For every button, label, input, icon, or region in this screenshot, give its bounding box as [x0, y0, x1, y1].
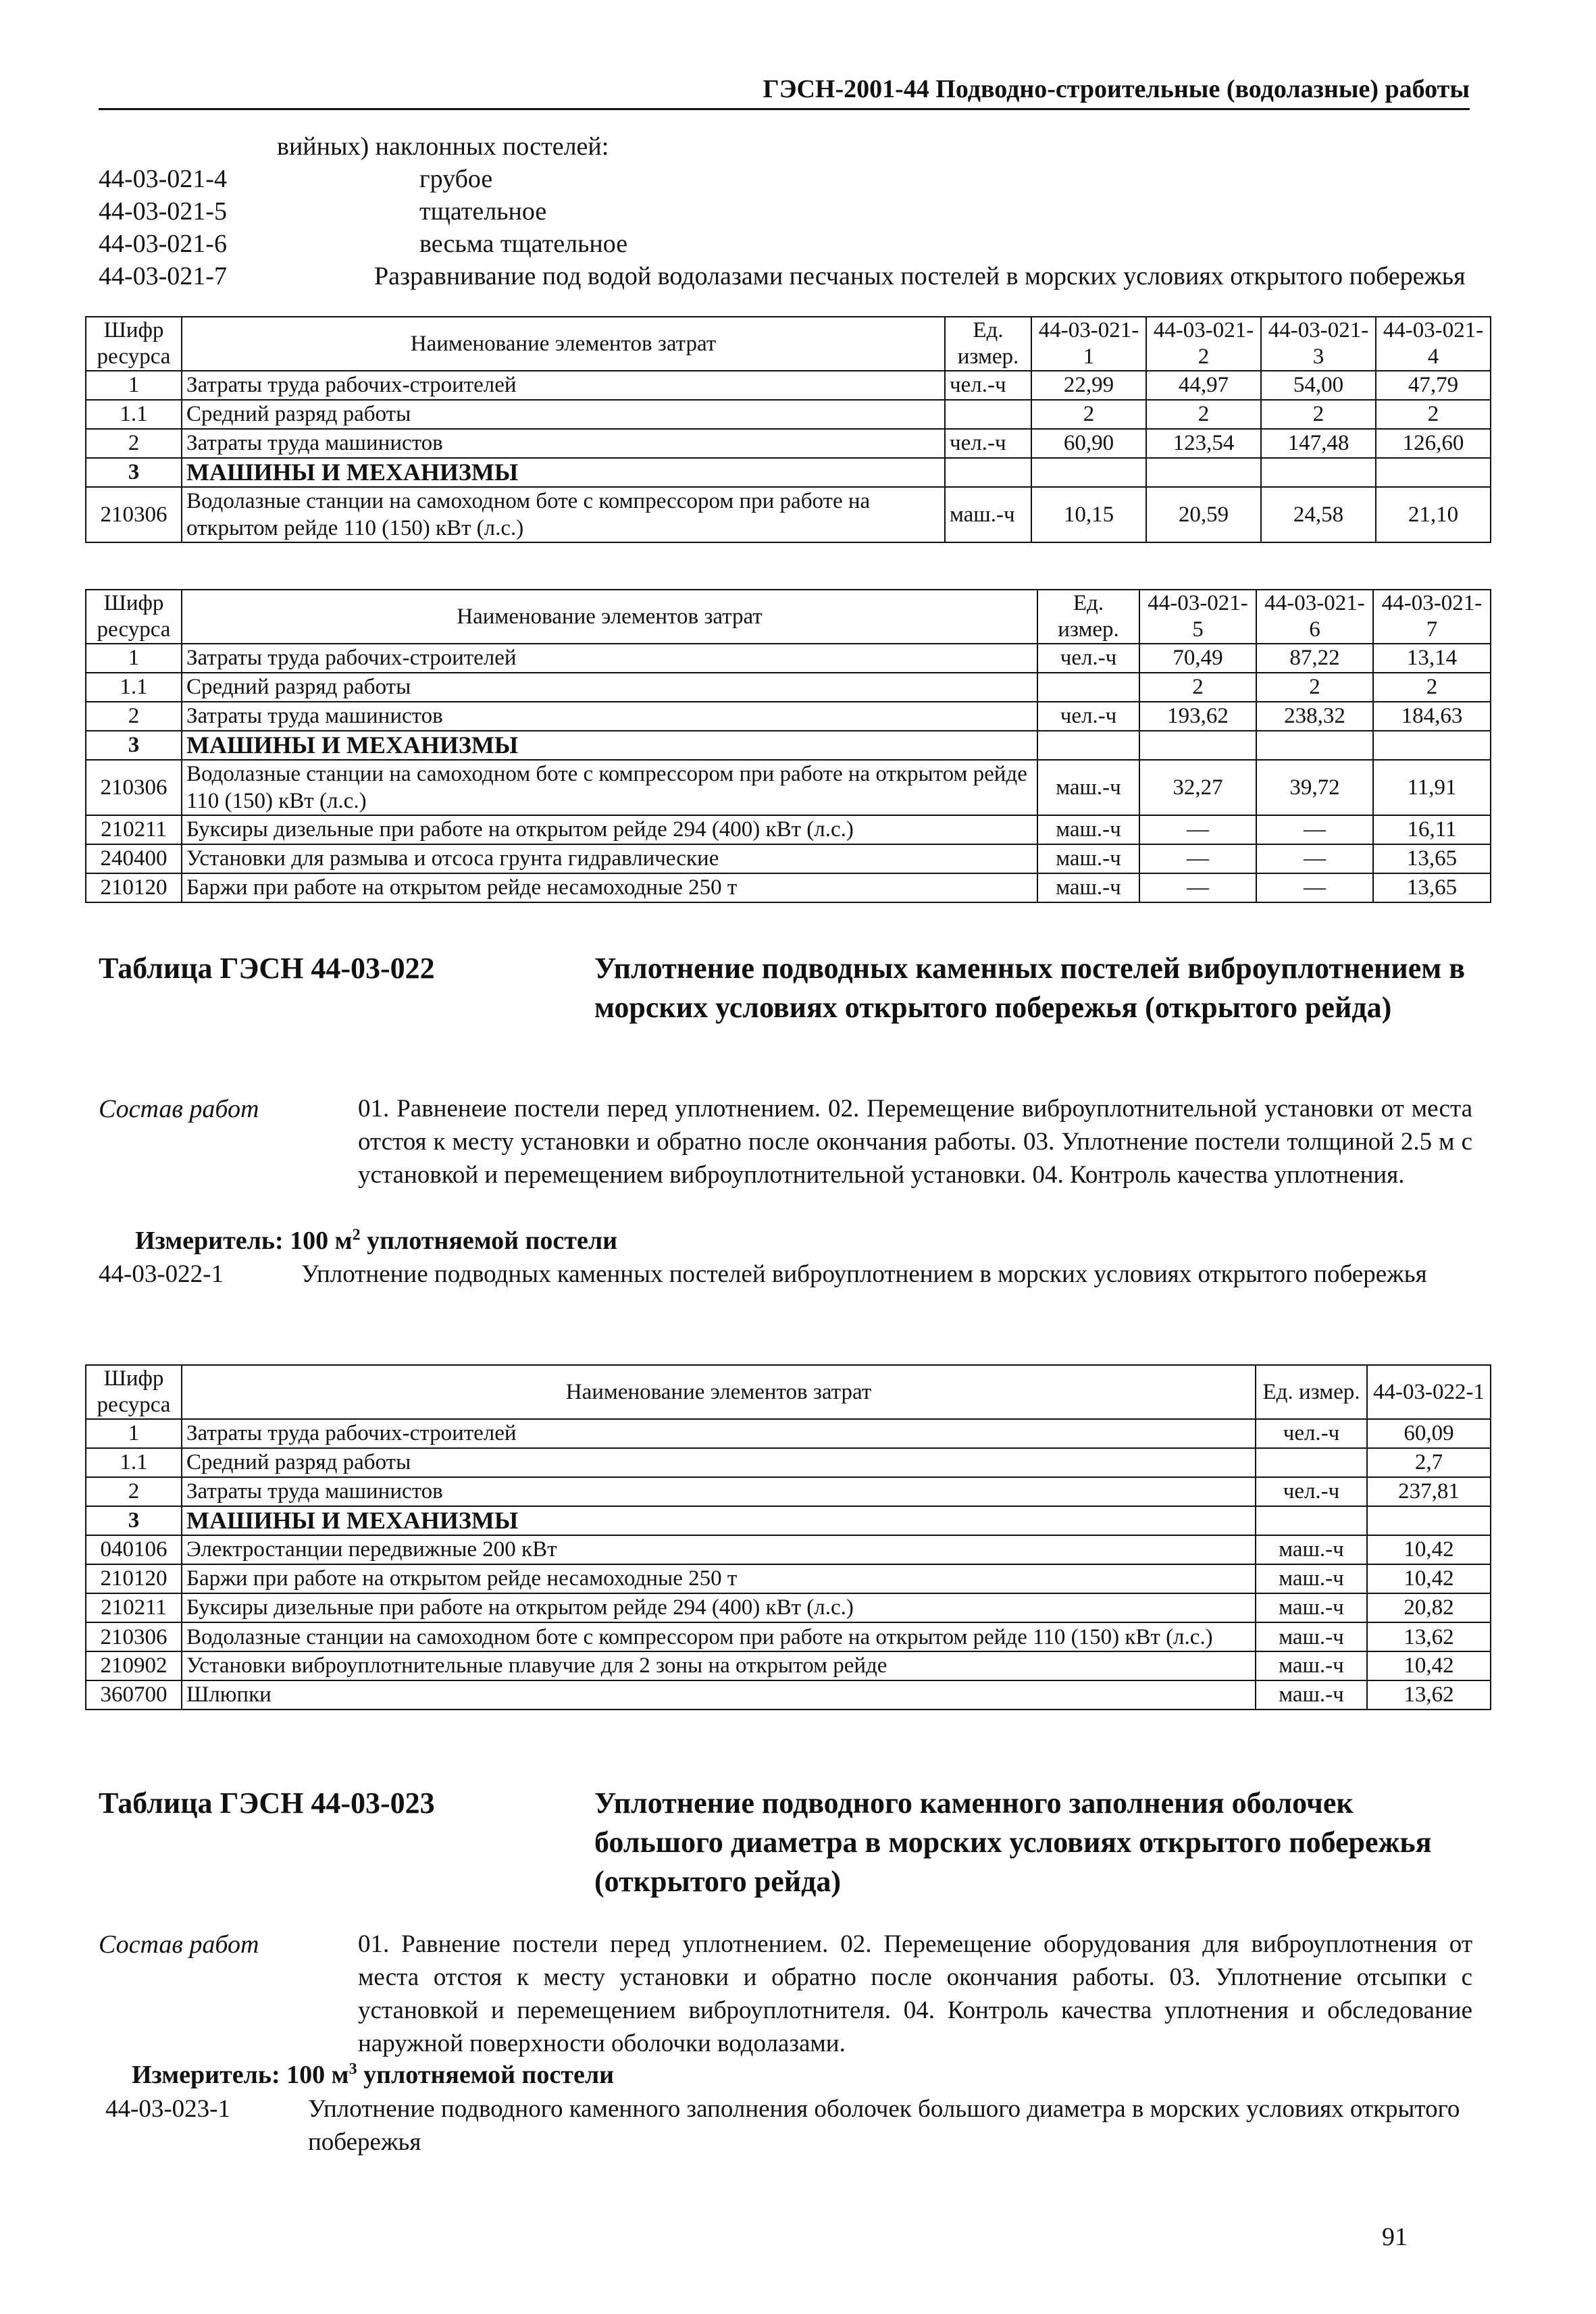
- cell-code: 2: [86, 1477, 182, 1506]
- cell-code: 240400: [86, 844, 182, 873]
- header-norm: 44-03-021-7: [1373, 590, 1491, 644]
- cell-code: 360700: [86, 1680, 182, 1709]
- cell-name: Затраты труда рабочих-строителей: [182, 1419, 1256, 1448]
- cell-value: 147,48: [1261, 429, 1376, 458]
- norm-item-text: Уплотнение подводных каменных постелей виброуплотнением в морских условиях открытого побережья: [301, 1260, 1427, 1288]
- cell-code: 1.1: [86, 400, 182, 429]
- cell-value: 70,49: [1139, 644, 1256, 673]
- table-title-023: Таблица ГЭСН 44-03-023: [99, 1786, 435, 1820]
- table-row: [86, 760, 1491, 815]
- cell-value: 22,99: [1031, 371, 1146, 400]
- cell-code: 3: [86, 731, 182, 760]
- header-code: Шифр ресурса: [86, 590, 182, 644]
- cell-value: 16,11: [1373, 815, 1491, 844]
- work-composition-text: 01. Равненеие постели перед уплотнением. 02. Перемещение виброуплотнительной установки от места отстоя к месту установки и обратно после окончания работы. 03. Уплотнение постели толщиной 2.5 м с установкой и перемещением виброуплотнительной установки. 04. Контроль качества уплотнения.: [358, 1095, 1472, 1189]
- intro-item: [99, 164, 492, 194]
- table-row: [86, 1622, 1491, 1651]
- cell-code: 2: [86, 702, 182, 731]
- measure-exponent: 2: [352, 1226, 361, 1244]
- cell-value: 126,60: [1376, 429, 1491, 458]
- cell-unit: [1037, 673, 1139, 702]
- work-composition-label: Состав работ: [99, 1930, 259, 1959]
- cell-name: Водолазные станции на самоходном боте с компрессором при работе на открытом рейде 110 (150) кВт (л.с.): [182, 487, 945, 542]
- cell-value: —: [1256, 873, 1373, 902]
- cell-name: Баржи при работе на открытом рейде несамоходные 250 т: [182, 1564, 1256, 1593]
- work-composition-text: 01. Равнение постели перед уплотнением. 02. Перемещение оборудования для виброуплотнения от места отстоя к месту установки и обратно после окончания работы. 03. Уплотнение отсыпки с установкой и перемещением виброуплотнителя. 04. Контроль качества уплотнения и обследование наружной поверхности оболочки водолазами.: [358, 1930, 1472, 2057]
- table-section-row: [86, 458, 1491, 487]
- cell-name: МАШИНЫ И МЕХАНИЗМЫ: [182, 1506, 1256, 1535]
- intro-continuation: вийных) наклонных постелей:: [277, 132, 609, 161]
- table-row: [86, 1564, 1491, 1593]
- norm-item-text: Уплотнение подводного каменного заполнения оболочек большого диаметра в морских условиях открытого побережья: [308, 2095, 1460, 2156]
- intro-item-code: 44-03-021-5: [99, 197, 227, 226]
- intro-item-code: 44-03-021-7: [99, 262, 227, 290]
- cell-value: 32,27: [1139, 760, 1256, 815]
- cell-value: 237,81: [1367, 1477, 1491, 1506]
- table-header-row: [86, 317, 1491, 371]
- cell-code: 040106: [86, 1535, 182, 1564]
- cell-value: 13,62: [1367, 1622, 1491, 1651]
- cell-unit: маш.-ч: [1037, 760, 1139, 815]
- cell-name: Буксиры дизельные при работе на открытом рейде 294 (400) кВт (л.с.): [182, 1593, 1256, 1622]
- cell-value: 123,54: [1146, 429, 1261, 458]
- cell-name: Затраты труда машинистов: [182, 429, 945, 458]
- cell-value: 2: [1261, 400, 1376, 429]
- cell-code: 210120: [86, 1564, 182, 1593]
- page-number: 91: [1382, 2223, 1408, 2251]
- cell-value: 238,32: [1256, 702, 1373, 731]
- work-composition-label: Состав работ: [99, 1095, 259, 1123]
- norm-item-code: 44-03-022-1: [99, 1260, 224, 1288]
- table-row: [86, 429, 1491, 458]
- measure-unit: [132, 2060, 614, 2090]
- intro-item-text: грубое: [419, 165, 493, 193]
- cell-unit: маш.-ч: [1256, 1622, 1367, 1651]
- cell-value: 184,63: [1373, 702, 1491, 731]
- table-row: [86, 1593, 1491, 1622]
- page-header-title: ГЭСН-2001-44 Подводно-строительные (водолазные) работы: [763, 75, 1470, 103]
- cell-value: 60,90: [1031, 429, 1146, 458]
- header-code: Шифр ресурса: [86, 1365, 182, 1419]
- intro-item-code: 44-03-021-4: [99, 165, 227, 193]
- cell-value: 2: [1256, 673, 1373, 702]
- header-name: Наименование элементов затрат: [182, 317, 945, 371]
- cell-value: 24,58: [1261, 487, 1376, 542]
- header-name: Наименование элементов затрат: [182, 1365, 1256, 1419]
- table-row: [86, 400, 1491, 429]
- cell-value: —: [1139, 844, 1256, 873]
- cell-code: 210120: [86, 873, 182, 902]
- cell-unit: чел.-ч: [1037, 702, 1139, 731]
- cell-name: Водолазные станции на самоходном боте с компрессором при работе на открытом рейде 110 (150) кВт (л.с.): [182, 1622, 1256, 1651]
- cell-code: 210306: [86, 1622, 182, 1651]
- cell-name: МАШИНЫ И МЕХАНИЗМЫ: [182, 731, 1037, 760]
- cell-unit: маш.-ч: [945, 487, 1031, 542]
- cell-value: 2: [1376, 400, 1491, 429]
- cell-value: 2: [1139, 673, 1256, 702]
- page-header: [99, 74, 1470, 110]
- table-row: [86, 1477, 1491, 1506]
- cell-value: —: [1256, 844, 1373, 873]
- cell-value: 20,82: [1367, 1593, 1491, 1622]
- measure-prefix: Измеритель: 100 м: [135, 1227, 353, 1255]
- cell-code: 210306: [86, 760, 182, 815]
- table-row: [86, 873, 1491, 902]
- cell-name: Затраты труда рабочих-строителей: [182, 644, 1037, 673]
- table-row: [86, 1448, 1491, 1477]
- table-row: [86, 1419, 1491, 1448]
- header-norm: 44-03-021-1: [1031, 317, 1146, 371]
- cell-value: 2: [1373, 673, 1491, 702]
- cell-unit: маш.-ч: [1256, 1651, 1367, 1680]
- cell-unit: чел.-ч: [945, 371, 1031, 400]
- cell-value: 10,42: [1367, 1564, 1491, 1593]
- table-title-022: Таблица ГЭСН 44-03-022: [99, 952, 435, 985]
- cell-name: Установки виброуплотнительные плавучие для 2 зоны на открытом рейде: [182, 1651, 1256, 1680]
- cell-value: 10,15: [1031, 487, 1146, 542]
- cell-name: Буксиры дизельные при работе на открытом рейде 294 (400) кВт (л.с.): [182, 815, 1037, 844]
- table-section-row: [86, 731, 1491, 760]
- cell-value: 13,62: [1367, 1680, 1491, 1709]
- cell-code: 1.1: [86, 1448, 182, 1477]
- cell-value: —: [1139, 815, 1256, 844]
- cell-code: 1: [86, 644, 182, 673]
- cell-unit: чел.-ч: [1037, 644, 1139, 673]
- cell-unit: маш.-ч: [1037, 815, 1139, 844]
- cell-value: 13,65: [1373, 873, 1491, 902]
- measure-exponent: 3: [349, 2060, 357, 2078]
- cell-value: 60,09: [1367, 1419, 1491, 1448]
- cell-code: 210211: [86, 1593, 182, 1622]
- cell-name: МАШИНЫ И МЕХАНИЗМЫ: [182, 458, 945, 487]
- intro-item: [99, 197, 546, 226]
- cell-value: 47,79: [1376, 371, 1491, 400]
- cell-code: 3: [86, 1506, 182, 1535]
- table-header-row: [86, 1365, 1491, 1419]
- header-name: Наименование элементов затрат: [182, 590, 1037, 644]
- cell-value: 21,10: [1376, 487, 1491, 542]
- cell-unit: маш.-ч: [1037, 873, 1139, 902]
- resource-table-3: [85, 1364, 1491, 1710]
- norm-item-code: 44-03-023-1: [105, 2095, 230, 2123]
- cell-unit: маш.-ч: [1256, 1680, 1367, 1709]
- header-unit: Ед. измер.: [945, 317, 1031, 371]
- table-row: [86, 371, 1491, 400]
- cell-value: 44,97: [1146, 371, 1261, 400]
- cell-name: Водолазные станции на самоходном боте с компрессором при работе на открытом рейде 110 (150) кВт (л.с.): [182, 760, 1037, 815]
- cell-code: 1: [86, 1419, 182, 1448]
- cell-value: 20,59: [1146, 487, 1261, 542]
- table-row: [86, 1535, 1491, 1564]
- table-row: [86, 702, 1491, 731]
- cell-value: 11,91: [1373, 760, 1491, 815]
- cell-unit: [1256, 1448, 1367, 1477]
- cell-value: 2,7: [1367, 1448, 1491, 1477]
- cell-value: 13,14: [1373, 644, 1491, 673]
- header-norm: 44-03-021-3: [1261, 317, 1376, 371]
- cell-name: Затраты труда машинистов: [182, 702, 1037, 731]
- table-section-row: [86, 1506, 1491, 1535]
- cell-value: 13,65: [1373, 844, 1491, 873]
- measure-unit: [135, 1226, 617, 1256]
- cell-code: 2: [86, 429, 182, 458]
- table-row: [86, 1680, 1491, 1709]
- intro-item: [99, 229, 627, 259]
- intro-item-code: 44-03-021-6: [99, 230, 227, 258]
- table-description-023: Уплотнение подводного каменного заполнения оболочек большого диаметра в морских условиях открытого побережья (открытого рейда): [594, 1786, 1432, 1898]
- cell-name: Установки для размыва и отсоса грунта гидравлические: [182, 844, 1037, 873]
- cell-code: 210211: [86, 815, 182, 844]
- table-row: [86, 673, 1491, 702]
- header-norm: 44-03-021-6: [1256, 590, 1373, 644]
- table-row: [86, 1651, 1491, 1680]
- table-row: [86, 844, 1491, 873]
- cell-value: —: [1256, 815, 1373, 844]
- norm-item: [105, 2092, 1524, 2160]
- cell-value: 39,72: [1256, 760, 1373, 815]
- cell-unit: [945, 400, 1031, 429]
- cell-name: Шлюпки: [182, 1680, 1256, 1709]
- measure-prefix: Измеритель: 100 м: [132, 2061, 349, 2089]
- cell-unit: маш.-ч: [1256, 1535, 1367, 1564]
- cell-value: 10,42: [1367, 1651, 1491, 1680]
- cell-name: Затраты труда рабочих-строителей: [182, 371, 945, 400]
- cell-name: Затраты труда машинистов: [182, 1477, 1256, 1506]
- resource-table-1: [85, 316, 1491, 543]
- measure-suffix: уплотняемой постели: [360, 1227, 618, 1255]
- cell-name: Средний разряд работы: [182, 1448, 1256, 1477]
- cell-unit: маш.-ч: [1256, 1593, 1367, 1622]
- measure-suffix: уплотняемой постели: [357, 2061, 615, 2089]
- cell-name: Электростанции передвижные 200 кВт: [182, 1535, 1256, 1564]
- cell-unit: чел.-ч: [945, 429, 1031, 458]
- intro-item-text: Разравнивание под водой водолазами песчаных постелей в морских условиях открытого побережья: [374, 262, 1466, 290]
- cell-code: 3: [86, 458, 182, 487]
- cell-name: Баржи при работе на открытом рейде несамоходные 250 т: [182, 873, 1037, 902]
- header-unit: Ед. измер.: [1256, 1365, 1367, 1419]
- cell-code: 210306: [86, 487, 182, 542]
- cell-value: 10,42: [1367, 1535, 1491, 1564]
- cell-code: 210902: [86, 1651, 182, 1680]
- cell-code: 1: [86, 371, 182, 400]
- table-row: [86, 815, 1491, 844]
- intro-item-text: тщательное: [419, 197, 547, 226]
- table-row: [86, 644, 1491, 673]
- table-description-022: Уплотнение подводных каменных постелей виброуплотнением в морских условиях открытого побережья (открытого рейда): [594, 952, 1466, 1024]
- cell-value: —: [1139, 873, 1256, 902]
- cell-value: 54,00: [1261, 371, 1376, 400]
- intro-item: [99, 261, 1466, 291]
- norm-item: [99, 1258, 1517, 1325]
- header-norm: 44-03-021-2: [1146, 317, 1261, 371]
- cell-unit: чел.-ч: [1256, 1419, 1367, 1448]
- cell-name: Средний разряд работы: [182, 673, 1037, 702]
- table-row: [86, 487, 1491, 542]
- cell-name: Средний разряд работы: [182, 400, 945, 429]
- table-header-row: [86, 590, 1491, 644]
- cell-unit: маш.-ч: [1256, 1564, 1367, 1593]
- header-norm: 44-03-022-1: [1367, 1365, 1491, 1419]
- resource-table-2: [85, 589, 1491, 903]
- cell-value: 87,22: [1256, 644, 1373, 673]
- header-norm: 44-03-021-5: [1139, 590, 1256, 644]
- cell-value: 2: [1146, 400, 1261, 429]
- intro-item-text: весьма тщательное: [419, 230, 628, 258]
- header-norm: 44-03-021-4: [1376, 317, 1491, 371]
- header-unit: Ед. измер.: [1037, 590, 1139, 644]
- cell-value: 2: [1031, 400, 1146, 429]
- header-code: Шифр ресурса: [86, 317, 182, 371]
- cell-code: 1.1: [86, 673, 182, 702]
- cell-value: 193,62: [1139, 702, 1256, 731]
- cell-unit: маш.-ч: [1037, 844, 1139, 873]
- cell-unit: чел.-ч: [1256, 1477, 1367, 1506]
